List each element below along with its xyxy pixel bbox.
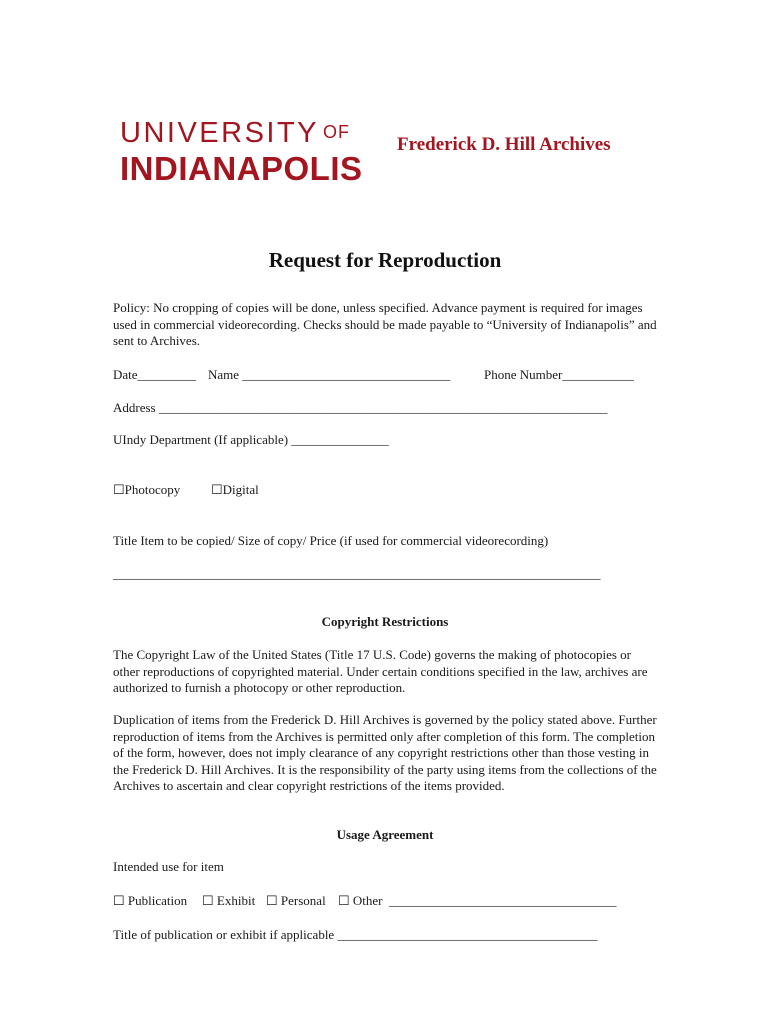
archives-title: Frederick D. Hill Archives bbox=[397, 134, 611, 155]
photocopy-checkbox[interactable]: ☐Photocopy bbox=[113, 482, 181, 497]
personal-checkbox[interactable]: ☐ Personal bbox=[266, 893, 326, 908]
exhibit-checkbox[interactable]: ☐ Exhibit bbox=[202, 893, 256, 908]
copyright-heading: Copyright Restrictions bbox=[321, 614, 449, 629]
title-item-label: Title Item to be copied/ Size of copy/ Price (if used for commercial videorecording) bbox=[113, 533, 549, 548]
university-logo bbox=[120, 118, 370, 187]
intended-use-label: Intended use for item bbox=[113, 859, 224, 874]
logo-wordmark-bottom: INDIANAPOLIS bbox=[120, 150, 363, 187]
address-field[interactable]: Address _____________________________________________________________________ bbox=[113, 400, 608, 415]
copyright-paragraph-1: The Copyright Law of the United States (Title 17 U.S. Code) governs the making of photocopies or other reproductions of copyrighted material. Under certain conditions specified in the law, archives are authorized to furnish a photocopy or other reproduction. bbox=[113, 647, 648, 695]
other-field[interactable]: ___________________________________ bbox=[389, 893, 617, 908]
page-title: Request for Reproduction bbox=[268, 248, 502, 272]
other-checkbox[interactable]: ☐ Other bbox=[338, 893, 383, 908]
copyright-paragraph-2: Duplication of items from the Frederick D. Hill Archives is governed by the policy stated above. Further reproduction of items from the Archives is permitted only after completion of this form. The completion of the form, however, does not imply clearance of any copyright restrictions other than those vesting in the Frederick D. Hill Archives. It is the responsibility of the party using items from the collections of the Archives to ascertain and clear copyright restrictions of the items provided. bbox=[113, 712, 657, 793]
title-item-field[interactable]: ___________________________________________________________________________ bbox=[113, 566, 601, 581]
date-field[interactable]: Date_________ bbox=[113, 367, 197, 382]
publication-checkbox[interactable]: ☐ Publication bbox=[113, 893, 188, 908]
policy-text: Policy: No cropping of copies will be done, unless specified. Advance payment is required for images used in commercial videorecording. Checks should be made payable to “University of Indianapolis” and sent to Archives. bbox=[113, 300, 657, 348]
publication-title-field[interactable]: Title of publication or exhibit if applicable ________________________________________ bbox=[113, 927, 598, 942]
name-field[interactable]: Name ________________________________ bbox=[208, 367, 451, 382]
phone-field[interactable]: Phone Number___________ bbox=[484, 367, 634, 382]
usage-heading: Usage Agreement bbox=[336, 827, 434, 842]
logo-wordmark-top: UNIVERSITY OF bbox=[120, 117, 351, 149]
department-field[interactable]: UIndy Department (If applicable) _______________ bbox=[113, 432, 389, 447]
digital-checkbox[interactable]: ☐Digital bbox=[211, 482, 259, 497]
